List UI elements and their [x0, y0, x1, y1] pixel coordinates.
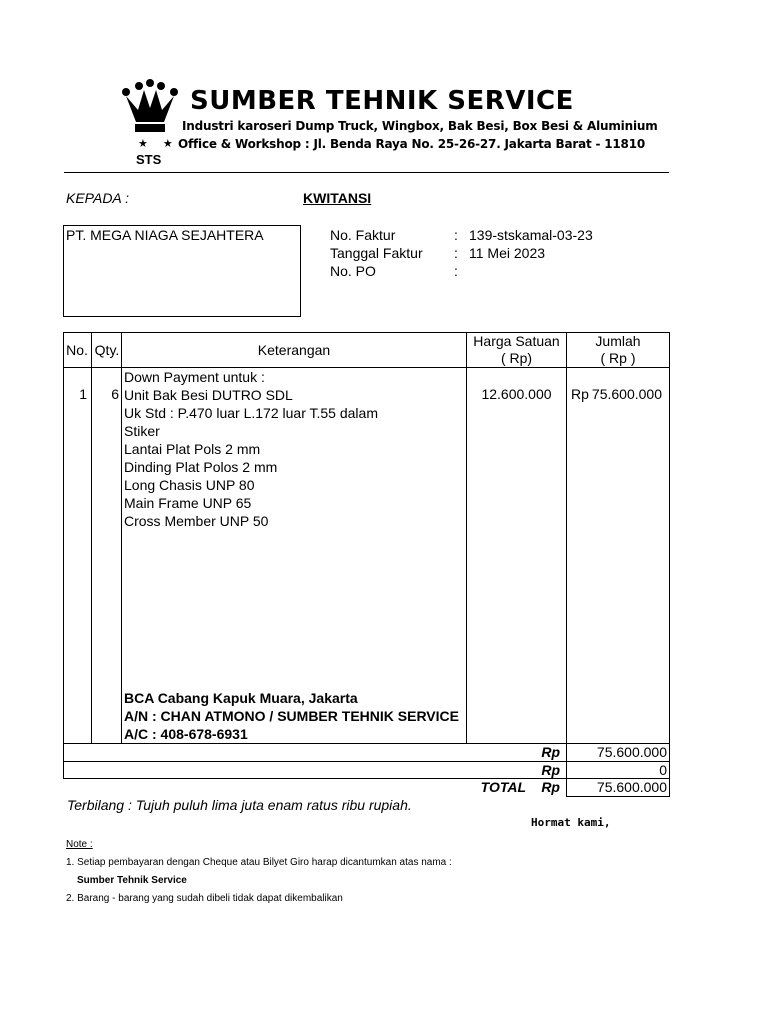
- bank-line: A/N : CHAN ATMONO / SUMBER TEHNIK SERVICE: [124, 708, 459, 724]
- invoice-meta: [330, 226, 593, 280]
- meta-value: 11 Mei 2023: [469, 245, 546, 261]
- row-description: [124, 368, 378, 530]
- bank-details: [124, 689, 459, 743]
- meta-row-faktur: [330, 226, 593, 244]
- col-divider: [121, 332, 122, 744]
- amount-in-words: Terbilang : Tujuh puluh lima juta enam ratus ribu rupiah.: [67, 797, 412, 813]
- table-border-bottom: [566, 796, 670, 797]
- row-no: 1: [79, 386, 87, 402]
- note-line-2: 2. Barang - barang yang sudah dibeli tidak dapat dikembalikan: [66, 893, 343, 904]
- header-unit-price-line2: ( Rp): [500, 350, 533, 366]
- header-amount: [567, 333, 669, 366]
- company-tagline: Industri karoseri Dump Truck, Wingbox, Bak Besi, Box Besi & Aluminium: [182, 119, 658, 133]
- meta-sep: :: [454, 245, 458, 261]
- meta-key: Tanggal Faktur: [330, 245, 423, 261]
- meta-sep: :: [454, 263, 458, 279]
- subtotal-label: Rp: [541, 744, 560, 760]
- company-address: Office & Workshop : Jl. Benda Raya No. 25-26-27. Jakarta Barat - 11810: [178, 137, 645, 151]
- document-title: KWITANSI: [303, 190, 372, 206]
- desc-line: Unit Bak Besi DUTRO SDL: [124, 387, 293, 403]
- meta-key: No. PO: [330, 263, 376, 279]
- notes: [66, 836, 452, 908]
- company-name: SUMBER TEHNIK SERVICE: [190, 86, 574, 116]
- desc-line: Cross Member UNP 50: [124, 513, 269, 529]
- header-qty: Qty.: [94, 342, 120, 358]
- desc-line: Stiker: [124, 423, 160, 439]
- recipient-name: PT. MEGA NIAGA SEJAHTERA: [66, 227, 264, 243]
- row-amount: 75.600.000: [591, 386, 662, 402]
- subtotal-value: 75.600.000: [596, 744, 667, 760]
- desc-line: Lantai Plat Pols 2 mm: [124, 441, 261, 457]
- discount-value: 0: [659, 762, 667, 778]
- desc-line: Main Frame UNP 65: [124, 495, 252, 511]
- total-value: 75.600.000: [596, 779, 667, 795]
- desc-line: Dinding Plat Polos 2 mm: [124, 459, 278, 475]
- header-no: No.: [66, 342, 88, 358]
- total-label: TOTAL Rp: [480, 779, 560, 795]
- header-amount-line2: ( Rp ): [600, 350, 636, 366]
- desc-line: Long Chasis UNP 80: [124, 477, 255, 493]
- row-qty: 6: [111, 386, 119, 402]
- header-divider: [64, 172, 669, 173]
- discount-label: Rp: [541, 762, 560, 778]
- desc-line: Uk Std : P.470 luar L.172 luar T.55 dalam: [124, 405, 378, 421]
- closing-text: Hormat kami,: [531, 816, 611, 829]
- row-unit-price: 12.600.000: [481, 386, 552, 402]
- logo-text: STS: [136, 152, 162, 167]
- desc-line: Down Payment untuk :: [124, 369, 265, 385]
- meta-sep: :: [454, 227, 458, 243]
- header-amount-line1: Jumlah: [595, 333, 641, 349]
- header-unit-price: [467, 333, 566, 366]
- meta-row-tanggal: [330, 244, 593, 262]
- header-description: Keterangan: [257, 342, 331, 358]
- bank-line: BCA Cabang Kapuk Muara, Jakarta: [124, 690, 358, 706]
- logo-stars: ★ ★: [138, 138, 179, 150]
- row-currency: Rp: [571, 386, 589, 402]
- invoice-table: [63, 332, 670, 797]
- meta-row-po: [330, 262, 593, 280]
- note-line-1: 1. Setiap pembayaran dengan Cheque atau Bilyet Giro harap dicantumkan atas nama :: [66, 857, 452, 868]
- meta-key: No. Faktur: [330, 227, 396, 243]
- crown-logo-icon: [120, 78, 180, 136]
- table-border-right: [669, 332, 670, 797]
- meta-value: 139-stskamal-03-23: [469, 227, 593, 243]
- note-payee-name: Sumber Tehnik Service: [77, 875, 187, 886]
- header-unit-price-line1: Harga Satuan: [473, 333, 560, 349]
- bank-line: A/C : 408-678-6931: [124, 726, 248, 742]
- recipient-box: [63, 225, 301, 317]
- recipient-label: KEPADA :: [66, 190, 130, 206]
- notes-title: Note :: [66, 839, 93, 850]
